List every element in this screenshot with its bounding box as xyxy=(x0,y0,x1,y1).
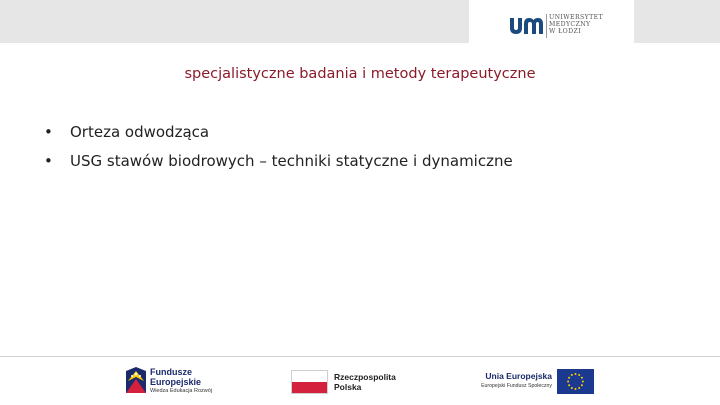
list-item-text: Orteza odwodząca xyxy=(70,123,210,141)
university-name-line: W ŁODZI xyxy=(549,28,582,36)
unia-line: Unia Europejska xyxy=(485,371,552,381)
fundusze-europejskie-logo-icon xyxy=(124,365,148,395)
fundusze-line: Fundusze xyxy=(150,367,192,377)
list-item xyxy=(44,118,513,147)
university-name xyxy=(549,14,603,36)
university-name-line: MEDYCZNY xyxy=(549,21,591,29)
fundusze-europejskie-text xyxy=(150,367,212,396)
bullet-list xyxy=(44,118,513,176)
eu-flag-icon xyxy=(557,369,594,394)
unia-europejska-text xyxy=(474,371,552,391)
university-name-line: UNIWERSYTET xyxy=(549,14,604,21)
footer-divider xyxy=(0,356,720,357)
europejskie-line: Europejskie xyxy=(150,377,202,387)
slide-title: specjalistyczne badania i metody terapeutyczne xyxy=(184,66,536,82)
bullet-marker: • xyxy=(44,152,53,170)
list-item-text: USG stawów biodrowych – techniki statyczne i dynamiczne xyxy=(70,152,513,170)
fundusze-tagline: Wiedza Edukacja Rozwój xyxy=(150,388,213,394)
rzeczpospolita-text xyxy=(334,372,396,392)
um-logo-icon xyxy=(508,14,544,36)
logo-divider xyxy=(546,14,547,38)
polish-flag-icon xyxy=(291,370,328,394)
efs-line: Europejski Fundusz Społeczny xyxy=(481,383,552,389)
list-item xyxy=(44,147,513,176)
bullet-marker: • xyxy=(44,123,53,141)
polska-line: Polska xyxy=(334,382,362,392)
rzeczpospolita-line: Rzeczpospolita xyxy=(334,372,396,382)
